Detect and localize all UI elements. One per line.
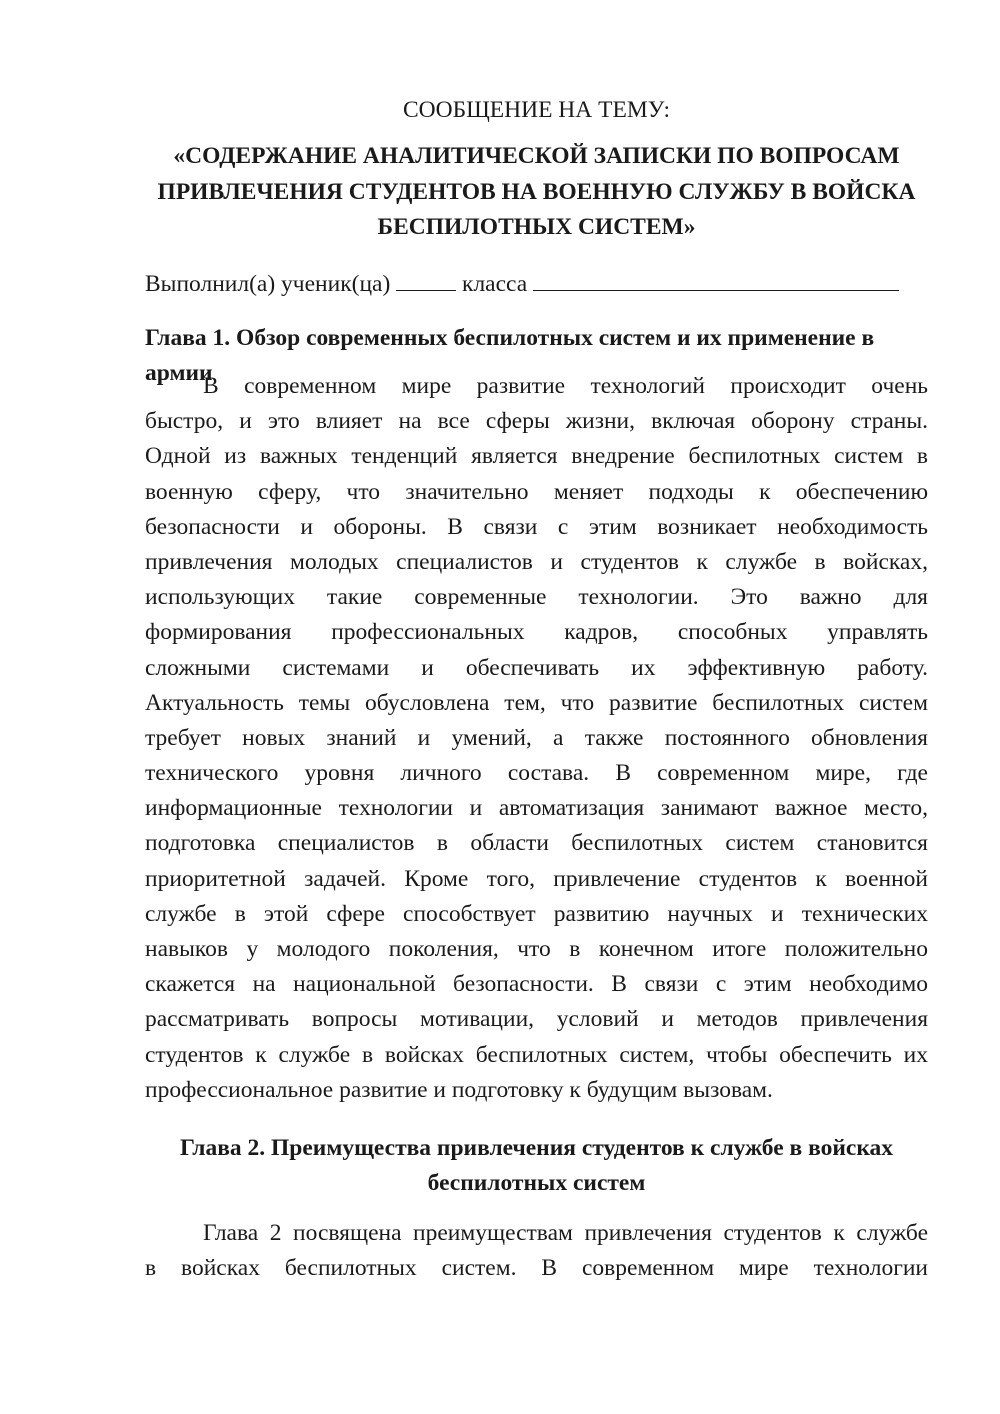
document-topic-line-2: ПРИВЛЕЧЕНИЯ СТУДЕНТОВ НА ВОЕННУЮ СЛУЖБУ В ВОЙСКА xyxy=(157,179,916,205)
paragraph-line: студентов к службе в войсках беспилотных систем, чтобы обеспечить их xyxy=(145,1041,928,1068)
paragraph-line: навыков у молодого поколения, что в конечном итоге положительно xyxy=(145,936,928,962)
paragraph-line: информационные технологии и автоматизация занимают важное место, xyxy=(145,795,928,822)
paragraph-line: формирования профессиональных кадров, способных управлять xyxy=(145,619,928,646)
paragraph-line: В современном мире развитие технологий происходит очень xyxy=(203,373,928,399)
paragraph-line: требует новых знаний и умений, а также постоянного обновления xyxy=(145,724,928,751)
document-topic-line-1: «СОДЕРЖАНИЕ АНАЛИТИЧЕСКОЙ ЗАПИСКИ ПО ВОПРОСАМ xyxy=(173,143,900,169)
document-title-line: СООБЩЕНИЕ НА ТЕМУ: xyxy=(402,97,671,123)
chapter-2-heading-line-1: Глава 2. Преимущества привлечения студентов к службе в войсках xyxy=(179,1135,894,1161)
student-label: Выполнил(а) ученик(ца) xyxy=(145,271,391,297)
chapter-2-paragraph xyxy=(145,1216,928,1286)
paragraph-line: военную сферу, что значительно меняет подходы к обеспечению xyxy=(145,478,928,505)
class-label: класса xyxy=(462,271,528,297)
paragraph-line: подготовка специалистов в области беспилотных систем становится xyxy=(145,830,928,857)
paragraph-line: службе в этой сфере способствует развитию научных и технических xyxy=(145,900,928,927)
name-blank-field xyxy=(533,266,899,291)
paragraph-line: Глава 2 посвящена преимуществам привлечения студентов к службе xyxy=(203,1220,928,1246)
paragraph-line: приоритетной задачей. Кроме того, привлечение студентов к военной xyxy=(145,865,928,892)
paragraph-line: Актуальность темы обусловлена тем, что развитие беспилотных систем xyxy=(145,689,928,716)
chapter-2-heading-line-2: беспилотных систем xyxy=(427,1170,646,1196)
chapter-1-heading: Глава 1. Обзор современных беспилотных систем и их применение в армии xyxy=(145,325,875,386)
class-blank-field xyxy=(396,266,456,291)
paragraph-line: в войсках беспилотных систем. В современном мире технологии xyxy=(145,1255,928,1282)
paragraph-line: привлечения молодых специалистов и студентов к службе в войсках, xyxy=(145,548,928,575)
chapter-1-paragraph xyxy=(145,369,928,1108)
paragraph-line: технического уровня личного состава. В современном мире, где xyxy=(145,760,928,787)
student-info-line xyxy=(145,266,928,302)
document-topic-line-3: БЕСПИЛОТНЫХ СИСТЕМ» xyxy=(377,214,696,240)
paragraph-line: безопасности и обороны. В связи с этим возникает необходимость xyxy=(145,513,928,540)
paragraph-line: профессиональное развитие и подготовку к будущим вызовам. xyxy=(145,1076,773,1103)
paragraph-line: сложными системами и обеспечивать их эффективную работу. xyxy=(145,654,928,681)
paragraph-line: Одной из важных тенденций является внедрение беспилотных систем в xyxy=(145,443,928,470)
paragraph-line: быстро, и это влияет на все сферы жизни, включая оборону страны. xyxy=(145,408,928,435)
paragraph-line: использующих такие современные технологии. Это важно для xyxy=(145,584,928,611)
paragraph-line: рассматривать вопросы мотивации, условий и методов привлечения xyxy=(145,1006,928,1033)
paragraph-line: скажется на национальной безопасности. В связи с этим необходимо xyxy=(145,971,928,998)
